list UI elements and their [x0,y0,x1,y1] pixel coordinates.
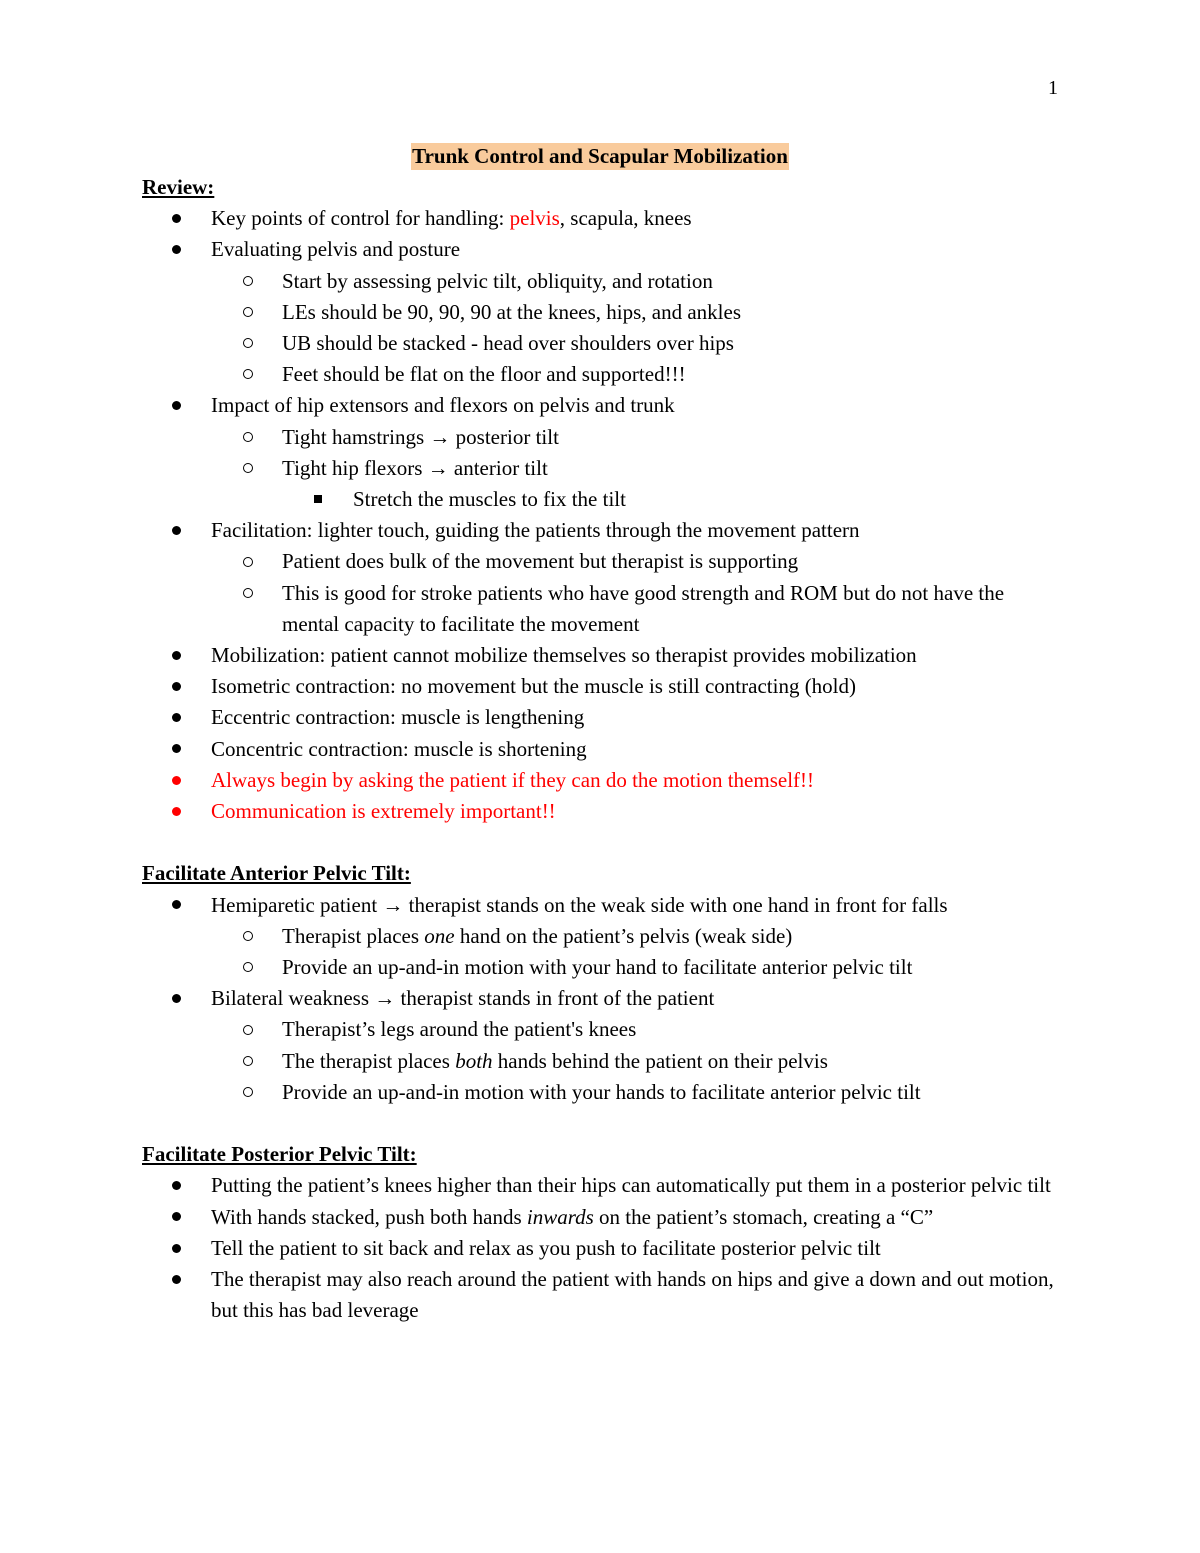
list-item: Isometric contraction: no movement but the muscle is still contracting (hold) [142,671,1062,702]
list-item-important: Communication is extremely important!! [142,796,1062,827]
list-item: Impact of hip extensors and flexors on pelvis and trunk [142,390,1062,421]
circle-bullet-icon [243,952,253,983]
anterior-tilt-list [142,890,1062,1108]
document-body [142,172,1062,1326]
list-item: Key points of control for handling: pelvis, scapula, knees [142,203,1062,234]
list-item: Provide an up-and-in motion with your hand to facilitate anterior pelvic tilt [142,952,1062,983]
circle-bullet-icon [243,921,253,952]
list-item: Eccentric contraction: muscle is lengthening [142,702,1062,733]
list-item: Tight hamstrings → posterior tilt [142,422,1062,453]
list-item: The therapist may also reach around the patient with hands on hips and give a down and out motion, but this has bad leverage [142,1264,1062,1326]
bullet-icon [172,671,181,702]
list-item: Start by assessing pelvic tilt, obliquity, and rotation [142,266,1062,297]
list-item: Tell the patient to sit back and relax as you push to facilitate posterior pelvic tilt [142,1233,1062,1264]
bullet-icon [172,234,181,265]
list-item: The therapist places both hands behind the patient on their pelvis [142,1046,1062,1077]
list-item: This is good for stroke patients who have good strength and ROM but do not have the mental capacity to facilitate the movement [142,578,1062,640]
list-item: UB should be stacked - head over shoulders over hips [142,328,1062,359]
circle-bullet-icon [243,359,253,390]
review-list [142,203,1062,827]
review-heading: Review: [142,175,215,199]
square-bullet-icon [314,484,322,515]
list-item: With hands stacked, push both hands inwards on the patient’s stomach, creating a “C” [142,1202,1062,1233]
bullet-icon [172,983,181,1014]
highlighted-term: pelvis [509,206,560,231]
list-item: Putting the patient’s knees higher than their hips can automatically put them in a posterior pelvic tilt [142,1170,1062,1201]
list-item: Evaluating pelvis and posture [142,234,1062,265]
list-item: Tight hip flexors → anterior tilt [142,453,1062,484]
list-item: Hemiparetic patient → therapist stands on the weak side with one hand in front for falls [142,890,1062,921]
list-item: Concentric contraction: muscle is shortening [142,734,1062,765]
posterior-tilt-heading: Facilitate Posterior Pelvic Tilt: [142,1142,417,1167]
list-item: Provide an up-and-in motion with your hands to facilitate anterior pelvic tilt [142,1077,1062,1108]
anterior-tilt-heading: Facilitate Anterior Pelvic Tilt: [142,861,411,886]
bullet-icon [172,796,181,827]
page-number: 1 [1048,77,1058,99]
circle-bullet-icon [243,328,253,359]
circle-bullet-icon [243,422,253,453]
circle-bullet-icon [243,266,253,297]
bullet-icon [172,765,181,796]
list-item: Mobilization: patient cannot mobilize themselves so therapist provides mobilization [142,640,1062,671]
list-item: Stretch the muscles to fix the tilt [142,484,1062,515]
list-item: Patient does bulk of the movement but therapist is supporting [142,546,1062,577]
spacer [142,827,1062,858]
bullet-icon [172,734,181,765]
bullet-icon [172,1202,181,1233]
document-title: Trunk Control and Scapular Mobilization [412,144,788,168]
circle-bullet-icon [243,1077,253,1108]
bullet-icon [172,890,181,921]
circle-bullet-icon [243,1014,253,1045]
list-item: LEs should be 90, 90, 90 at the knees, hips, and ankles [142,297,1062,328]
bullet-icon [172,640,181,671]
list-item-important: Always begin by asking the patient if they can do the motion themself!! [142,765,1062,796]
spacer [142,1108,1062,1139]
circle-bullet-icon [243,297,253,328]
bullet-icon [172,702,181,733]
bullet-icon [172,1264,181,1295]
title-container [0,143,1200,170]
circle-bullet-icon [243,546,253,577]
list-item: Feet should be flat on the floor and supported!!! [142,359,1062,390]
bullet-icon [172,1170,181,1201]
circle-bullet-icon [243,453,253,484]
list-item: Therapist places one hand on the patient’s pelvis (weak side) [142,921,1062,952]
bullet-icon [172,515,181,546]
list-item: Therapist’s legs around the patient's knees [142,1014,1062,1045]
circle-bullet-icon [243,1046,253,1077]
bullet-icon [172,203,181,234]
circle-bullet-icon [243,578,253,609]
bullet-icon [172,390,181,421]
posterior-tilt-list [142,1170,1062,1326]
list-item: Bilateral weakness → therapist stands in front of the patient [142,983,1062,1014]
bullet-icon [172,1233,181,1264]
list-item: Facilitation: lighter touch, guiding the patients through the movement pattern [142,515,1062,546]
